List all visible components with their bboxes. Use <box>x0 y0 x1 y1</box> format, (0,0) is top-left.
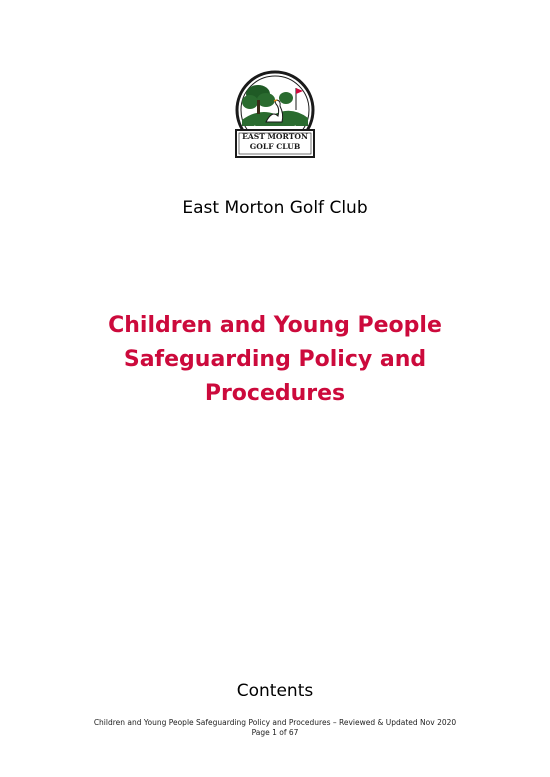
contents-heading: Contents <box>236 681 314 701</box>
document-title: Children and Young People Safeguarding Policy and Procedures <box>108 313 442 406</box>
page-footer <box>0 718 550 738</box>
footer-document-line: Children and Young People Safeguarding Policy and Procedures – Reviewed & Updated Nov 2020 <box>93 718 457 727</box>
club-crest-icon <box>228 70 322 162</box>
club-name-heading: East Morton Golf Club <box>182 198 368 218</box>
logo-text <box>236 132 314 152</box>
logo-line-1: EAST MORTON <box>242 132 308 141</box>
logo-line-2: GOLF CLUB <box>249 142 301 151</box>
footer-page-number: Page 1 of 67 <box>251 728 299 737</box>
